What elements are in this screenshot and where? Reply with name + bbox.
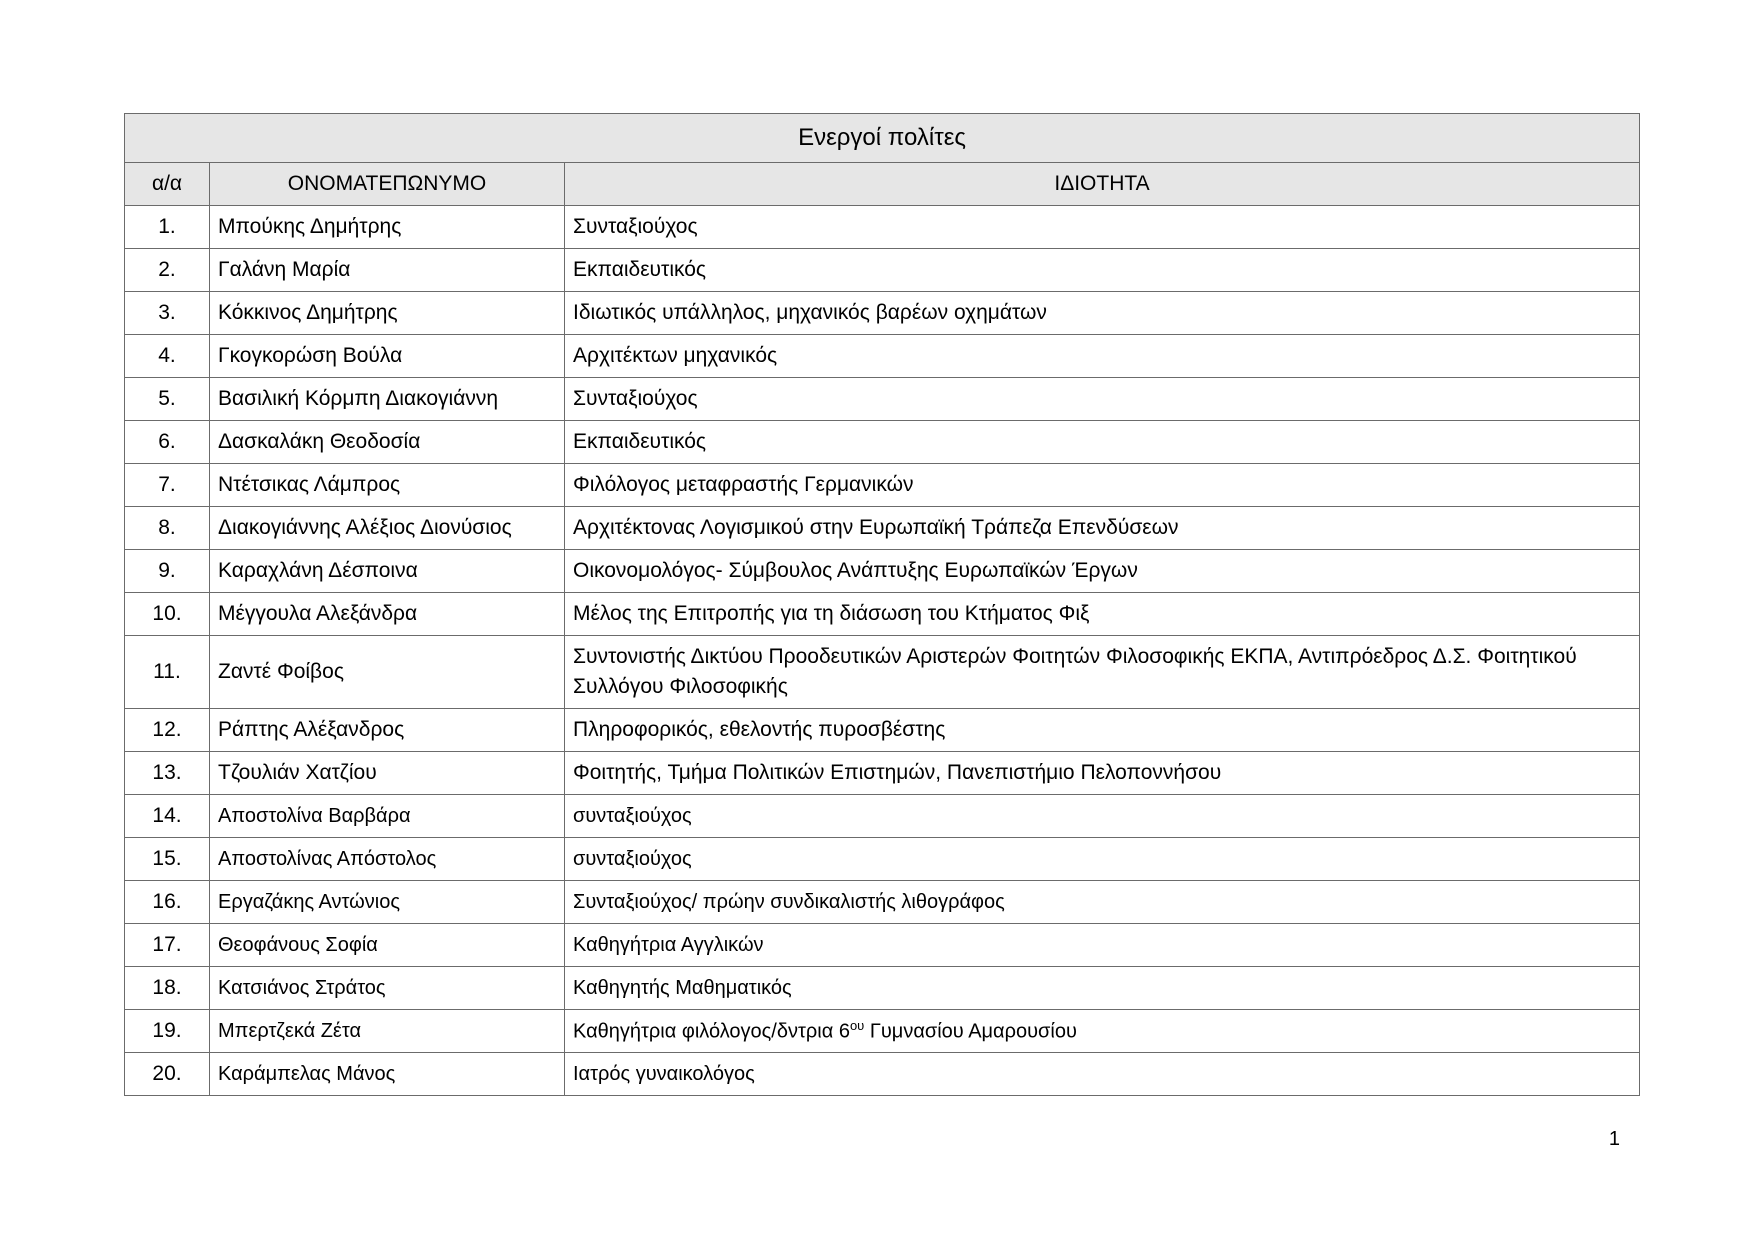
row-role: Εκπαιδευτικός (565, 421, 1640, 464)
row-name: Ζαντέ Φοίβος (210, 636, 565, 709)
row-name: Κατσιάνος Στράτος (210, 967, 565, 1010)
table-row (125, 709, 1640, 752)
column-header-name: ΟΝΟΜΑΤΕΠΩΝΥΜΟ (210, 163, 565, 206)
row-name: Μπερτζεκά Ζέτα (210, 1010, 565, 1053)
column-header-role: ΙΔΙΟΤΗΤΑ (565, 163, 1640, 206)
table-title-row (125, 114, 1640, 163)
row-number: 11. (125, 636, 210, 709)
row-name: Ντέτσικας Λάμπρος (210, 464, 565, 507)
row-number: 3. (125, 292, 210, 335)
row-number: 5. (125, 378, 210, 421)
row-number: 19. (125, 1010, 210, 1053)
table-row (125, 464, 1640, 507)
table-row (125, 636, 1640, 709)
row-role: Καθηγητής Μαθηματικός (565, 967, 1640, 1010)
row-role: Φιλόλογος μεταφραστής Γερμανικών (565, 464, 1640, 507)
row-name: Τζουλιάν Χατζίου (210, 752, 565, 795)
row-name: Βασιλική Κόρμπη Διακογιάννη (210, 378, 565, 421)
row-role: Συνταξιούχος (565, 206, 1640, 249)
table-row (125, 550, 1640, 593)
table-row (125, 838, 1640, 881)
table-row (125, 292, 1640, 335)
row-name: Εργαζάκης Αντώνιος (210, 881, 565, 924)
row-number: 15. (125, 838, 210, 881)
table-title: Ενεργοί πολίτες (125, 114, 1640, 163)
row-role: Συνταξιούχος (565, 378, 1640, 421)
row-number: 14. (125, 795, 210, 838)
row-number: 9. (125, 550, 210, 593)
table-header-row (125, 163, 1640, 206)
table-row (125, 249, 1640, 292)
row-role: Ιατρός γυναικολόγος (565, 1053, 1640, 1096)
row-role: συνταξιούχος (565, 838, 1640, 881)
row-role: Συνταξιούχος/ πρώην συνδικαλιστής λιθογράφος (565, 881, 1640, 924)
row-role: Αρχιτέκτονας Λογισμικού στην Ευρωπαϊκή Τράπεζα Επενδύσεων (565, 507, 1640, 550)
row-role: Μέλος της Επιτροπής για τη διάσωση του Κτήματος Φιξ (565, 593, 1640, 636)
row-number: 7. (125, 464, 210, 507)
table-row (125, 378, 1640, 421)
row-number: 8. (125, 507, 210, 550)
row-role: Εκπαιδευτικός (565, 249, 1640, 292)
row-name: Θεοφάνους Σοφία (210, 924, 565, 967)
table-row (125, 593, 1640, 636)
table-row (125, 924, 1640, 967)
row-role: συνταξιούχος (565, 795, 1640, 838)
table-row (125, 752, 1640, 795)
row-number: 10. (125, 593, 210, 636)
row-name: Καραχλάνη Δέσποινα (210, 550, 565, 593)
row-number: 2. (125, 249, 210, 292)
row-number: 17. (125, 924, 210, 967)
role-superscript: ου (849, 1018, 865, 1034)
page-number: 1 (1608, 1128, 1620, 1150)
row-name: Μπούκης Δημήτρης (210, 206, 565, 249)
row-role: Συντονιστής Δικτύου Προοδευτικών Αριστερών Φοιτητών Φιλοσοφικής ΕΚΠΑ, Αντιπρόεδρος Δ.Σ. Φοιτητικού Συλλόγου Φιλοσοφικής (565, 636, 1640, 709)
column-header-number: α/α (125, 163, 210, 206)
active-citizens-table (124, 113, 1640, 1096)
row-name: Αποστολίνας Απόστολος (210, 838, 565, 881)
table-row (125, 795, 1640, 838)
row-name: Δασκαλάκη Θεοδοσία (210, 421, 565, 464)
row-role: Φοιτητής, Τμήμα Πολιτικών Επιστημών, Πανεπιστήμιο Πελοποννήσου (565, 752, 1640, 795)
row-name: Μέγγουλα Αλεξάνδρα (210, 593, 565, 636)
table-row (125, 1010, 1640, 1053)
row-name: Διακογιάννης Αλέξιος Διονύσιος (210, 507, 565, 550)
row-role: Ιδιωτικός υπάλληλος, μηχανικός βαρέων οχημάτων (565, 292, 1640, 335)
row-name: Κόκκινος Δημήτρης (210, 292, 565, 335)
table-row (125, 206, 1640, 249)
table-row (125, 507, 1640, 550)
row-role: Αρχιτέκτων μηχανικός (565, 335, 1640, 378)
table-row (125, 335, 1640, 378)
table-row (125, 881, 1640, 924)
row-role: Οικονομολόγος- Σύμβουλος Ανάπτυξης Ευρωπαϊκών Έργων (565, 550, 1640, 593)
role-text-before: Καθηγήτρια φιλόλογος/δντρια 6 (573, 1020, 850, 1043)
row-number: 4. (125, 335, 210, 378)
table-row (125, 1053, 1640, 1096)
row-name: Γκογκορώση Βούλα (210, 335, 565, 378)
table-row (125, 421, 1640, 464)
row-name: Γαλάνη Μαρία (210, 249, 565, 292)
row-number: 18. (125, 967, 210, 1010)
row-name: Ράπτης Αλέξανδρος (210, 709, 565, 752)
row-number: 16. (125, 881, 210, 924)
table-row (125, 967, 1640, 1010)
row-number: 20. (125, 1053, 210, 1096)
row-number: 13. (125, 752, 210, 795)
row-role (565, 1010, 1640, 1053)
row-name: Αποστολίνα Βαρβάρα (210, 795, 565, 838)
row-role: Πληροφορικός, εθελοντής πυροσβέστης (565, 709, 1640, 752)
row-name: Καράμπελας Μάνος (210, 1053, 565, 1096)
row-number: 12. (125, 709, 210, 752)
row-number: 6. (125, 421, 210, 464)
row-number: 1. (125, 206, 210, 249)
role-text-after: Γυμνασίου Αμαρουσίου (864, 1020, 1077, 1043)
row-role: Καθηγήτρια Αγγλικών (565, 924, 1640, 967)
